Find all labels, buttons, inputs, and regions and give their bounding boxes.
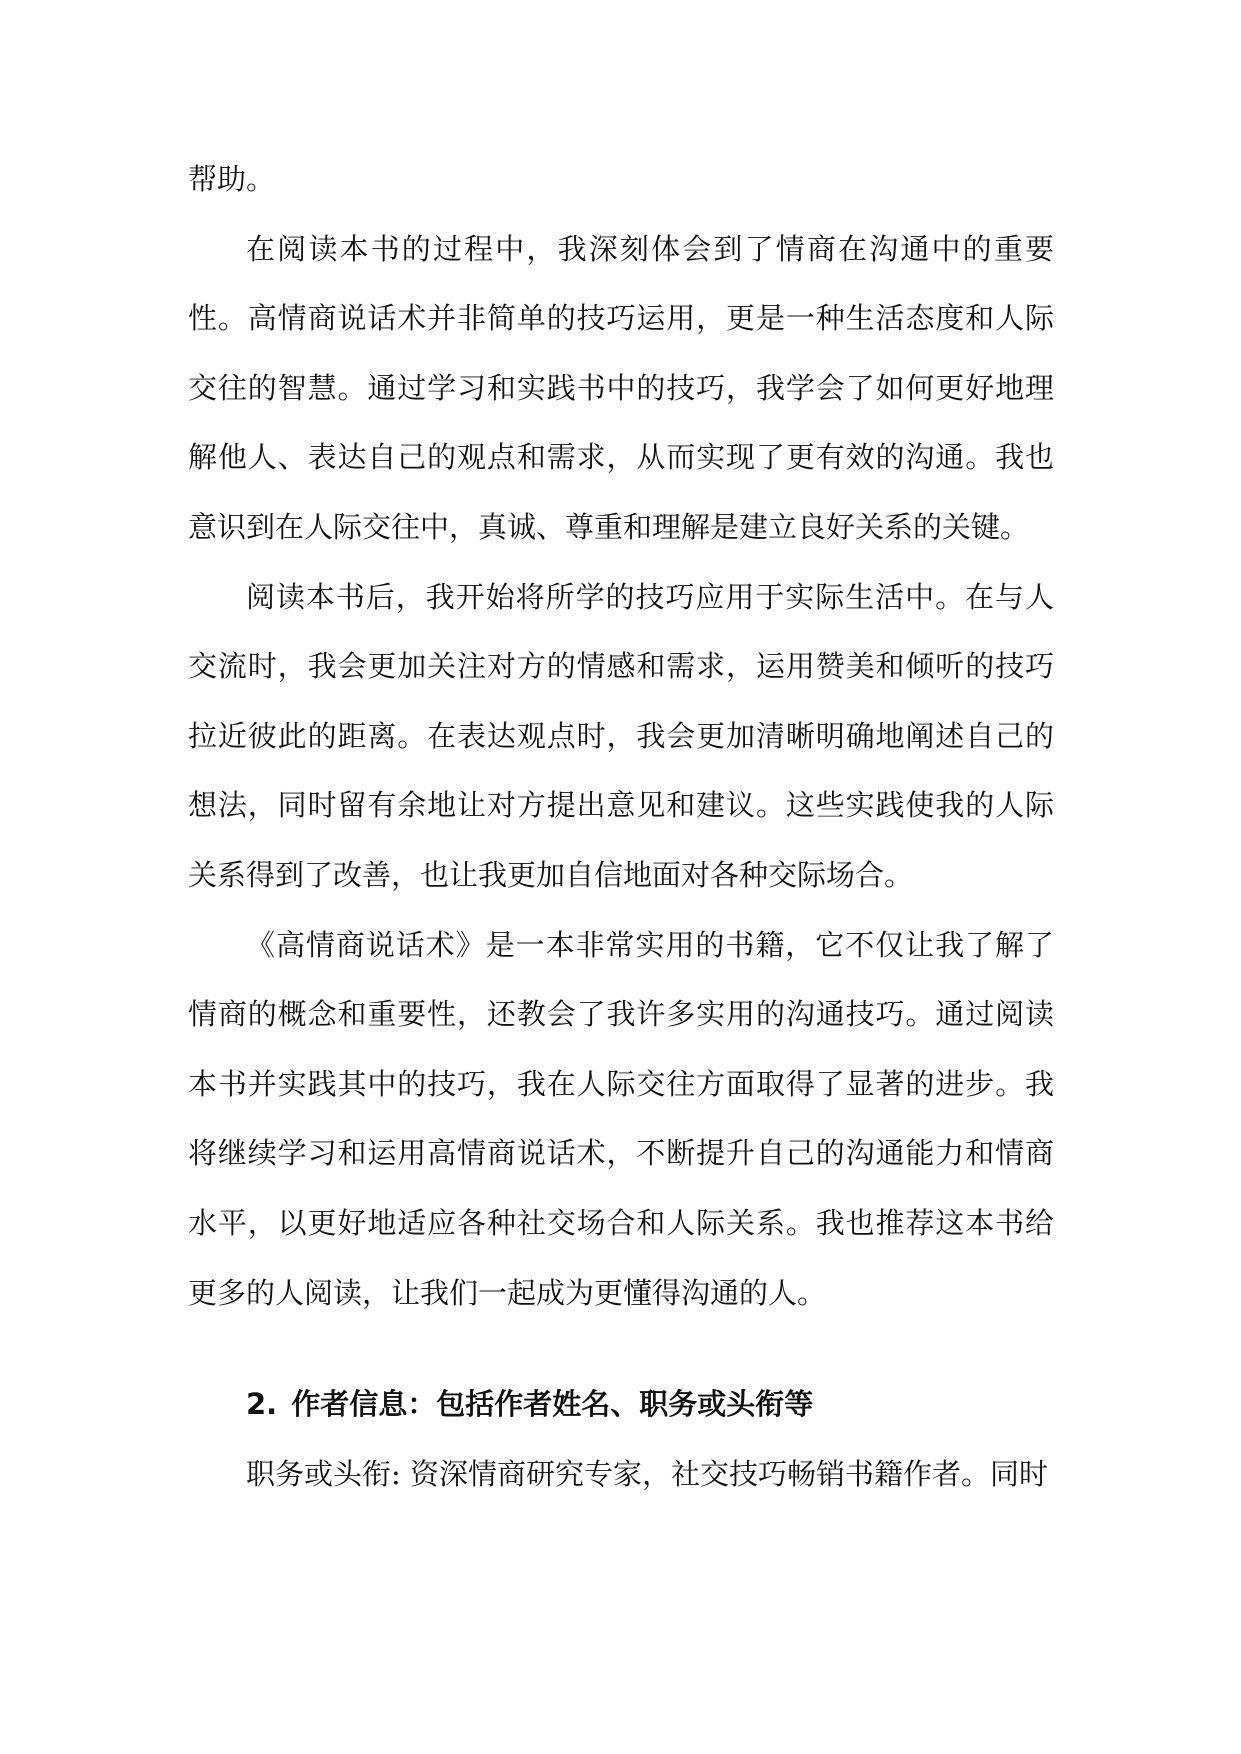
paragraph-continuation: 帮助。: [188, 162, 276, 196]
section-heading: [188, 1370, 1054, 1440]
paragraph-reading-insight: 在阅读本书的过程中，我深刻体会到了情商在沟通中的重要性。高情商说话术并非简单的技巧运用，更是一种生活态度和人际交往的智慧。通过学习和实践书中的技巧，我学会了如何更好地理解他人、表达自己的观点和需求，从而实现了更有效的沟通。我也意识到在人际交往中，真诚、尊重和理解是建立良好关系的关键。: [188, 231, 1054, 544]
paragraph-author-title: 职务或头衔: 资深情商研究专家，社交技巧畅销书籍作者。同时: [246, 1456, 1048, 1491]
body-text: [188, 145, 1054, 1509]
paragraph-practice: 阅读本书后，我开始将所学的技巧应用于实际生活中。在与人交流时，我会更加关注对方的情感和需求，运用赞美和倾听的技巧拉近彼此的距离。在表达观点时，我会更加清晰明确地阐述自己的想法，同时留有余地让对方提出意见和建议。这些实践使我的人际关系得到了改善，也让我更加自信地面对各种交际场合。: [188, 579, 1054, 892]
paragraph-conclusion: 《高情商说话术》是一本非常实用的书籍，它不仅让我了解了情商的概念和重要性，还教会了我许多实用的沟通技巧。通过阅读本书并实践其中的技巧，我在人际交往方面取得了显著的进步。我将继续学习和运用高情商说话术，不断提升自己的沟通能力和情商水平，以更好地适应各种社交场合和人际关系。我也推荐这本书给更多的人阅读，让我们一起成为更懂得沟通的人。: [188, 927, 1054, 1310]
section-number: 2.: [246, 1387, 278, 1422]
section-title: 作者信息：包括作者姓名、职务或头衔等: [291, 1387, 814, 1422]
